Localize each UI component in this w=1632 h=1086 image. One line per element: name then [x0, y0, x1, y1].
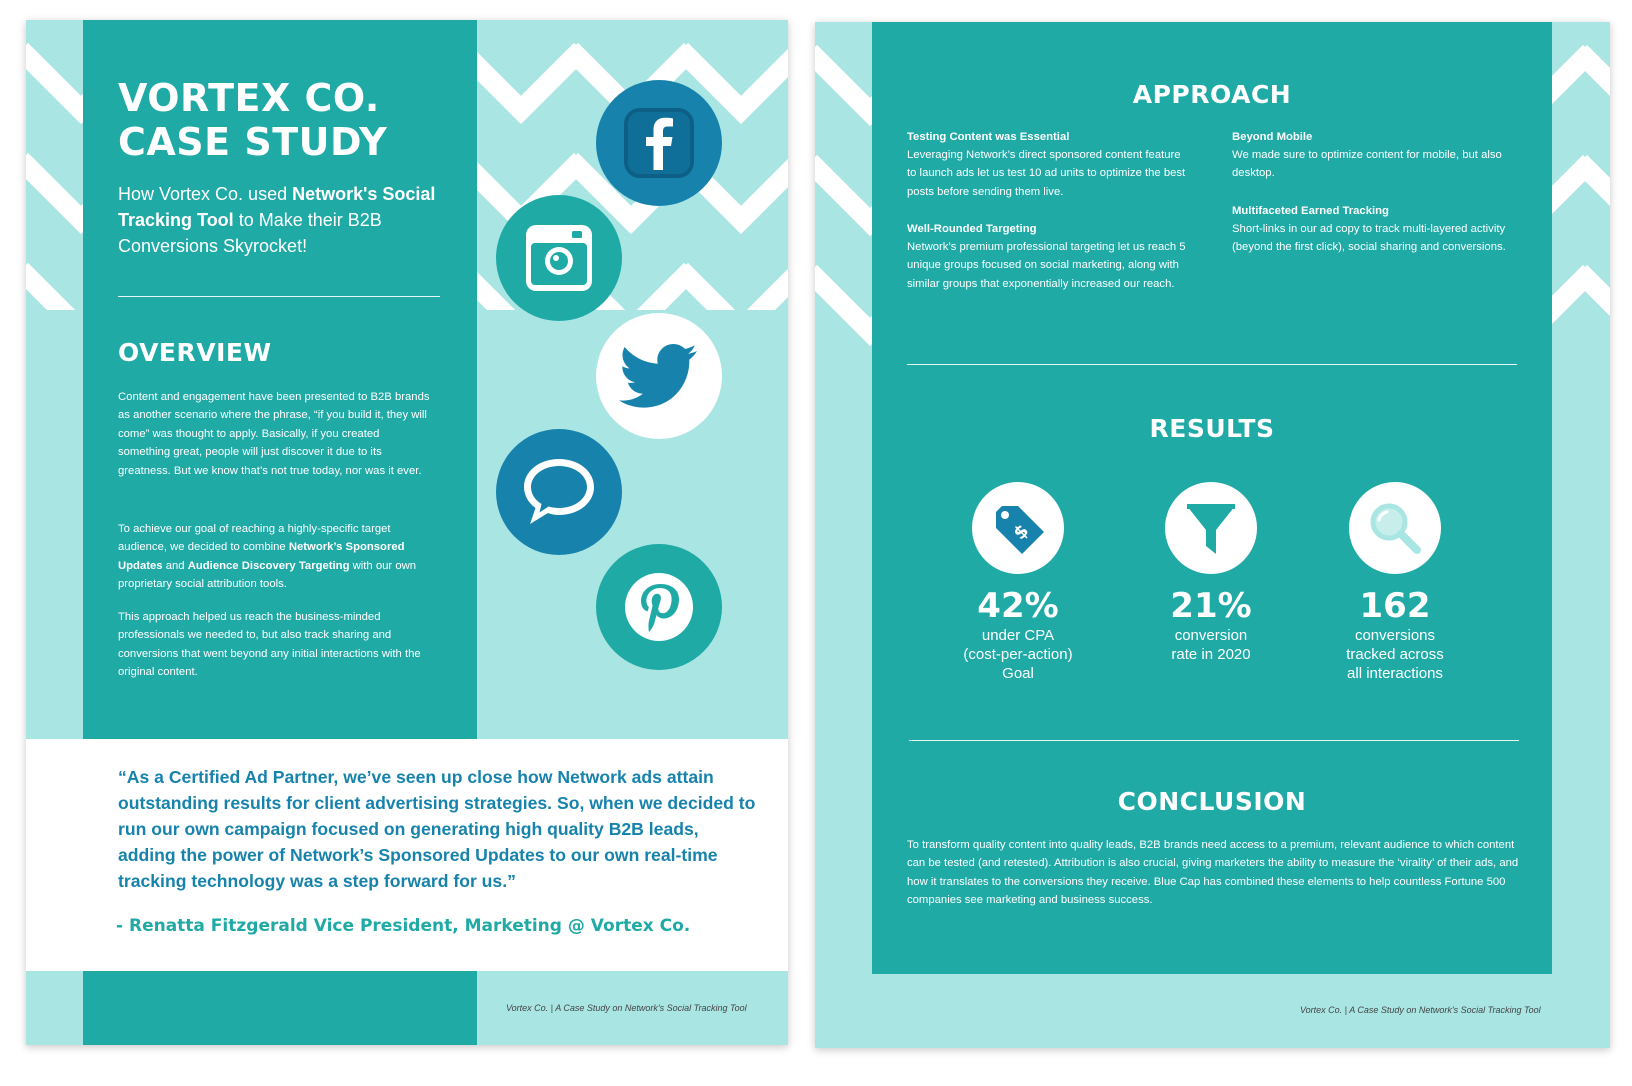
quote-author: - Renatta Fitzgerald Vice President, Marketing @ Vortex Co.: [116, 916, 691, 936]
instagram-icon: [496, 195, 622, 321]
pinterest-icon: [596, 544, 722, 670]
overview-paragraph-3: This approach helped us reach the business-minded professionals we needed to, but also track sharing and conversions that went beyond any initial interactions with the original content.: [118, 611, 421, 679]
stat-label-line-2: rate in 2020: [1171, 646, 1251, 663]
ov-p2-part2: and: [162, 559, 188, 572]
page-footer: Vortex Co. | A Case Study on Network's Social Tracking Tool: [506, 1003, 747, 1013]
price-tag-icon: [972, 482, 1064, 574]
approach-item-title: Well-Rounded Targeting: [907, 223, 1037, 235]
approach-item: [907, 128, 1187, 201]
stat-label-line-2: tracked across: [1346, 646, 1444, 663]
stat-label-line-1: conversions: [1354, 627, 1436, 644]
stat-label-line-1: conversion: [1174, 627, 1248, 644]
title-line-2: CASE STUDY: [118, 120, 388, 164]
funnel-icon: [1165, 482, 1257, 574]
stat-cpa: [928, 482, 1108, 683]
stat-value: 21%: [1170, 586, 1252, 626]
approach-item-desc: We made sure to optimize content for mobile, but also desktop.: [1232, 149, 1502, 180]
overview-heading: OVERVIEW: [118, 338, 272, 367]
conclusion-heading: CONCLUSION: [1117, 787, 1307, 816]
approach-heading: APPROACH: [1132, 80, 1292, 109]
subtitle-bold: Network's Social Tracking Tool: [118, 184, 436, 230]
overview-paragraph-2: [118, 520, 438, 594]
twitter-icon: [596, 313, 722, 439]
divider: [907, 364, 1517, 365]
stat-label-line-3: all interactions: [1347, 665, 1443, 682]
approach-item-title: Testing Content was Essential: [907, 131, 1070, 143]
ov-p2-bold1: Network’s Sponsored Updates: [118, 541, 405, 572]
approach-item-desc: Network’s premium professional targeting let us reach 5 unique groups focused on social marketing, along with similar groups that exponentially increased our reach.: [907, 241, 1186, 290]
results-heading: RESULTS: [1149, 414, 1275, 443]
footer-panel: [83, 971, 477, 1045]
stat-conversions-tracked: [1305, 482, 1485, 683]
subtitle-part1: How Vortex Co. used: [118, 184, 293, 204]
svg-text:$: $: [1009, 520, 1034, 545]
page-two: [815, 22, 1610, 1048]
approach-item-desc: Short-links in our ad copy to track multi-layered activity (beyond the first click), social sharing and conversions.: [1232, 223, 1506, 254]
stat-conversion-rate: [1121, 482, 1301, 664]
conclusion-text: To transform quality content into quality leads, B2B brands need access to a premium, relevant audience to which content can be tested (and retested). Attribution is also crucial, giving marketers the ability to measure the ‘virality’ of their ads, and how it translates to the conversions they receive. Blue Cap has combined these elements to help countless Fortune 500 companies see marketing and business success.: [907, 839, 1519, 907]
approach-item-title: Multifaceted Earned Tracking: [1232, 205, 1389, 217]
divider: [118, 296, 440, 297]
page-one: [26, 20, 788, 1045]
ov-p2-part3: with our own proprietary social attribution tools.: [118, 559, 417, 591]
chat-bubble-icon: [496, 429, 622, 555]
subtitle-part2: to Make their B2B Conversions Skyrocket!: [118, 210, 382, 256]
ov-p2-part1: To achieve our goal of reaching a highly-specific target audience, we decided to combine: [118, 523, 391, 554]
approach-item: [1232, 128, 1502, 183]
page-title: [118, 76, 458, 164]
stat-label-line-1: under CPA: [981, 627, 1055, 644]
stat-label-line-3: Goal: [1002, 665, 1034, 682]
approach-item: [1232, 202, 1507, 257]
facebook-icon: [596, 80, 722, 206]
subtitle: [118, 181, 438, 259]
magnifier-icon: [1349, 482, 1441, 574]
ov-p2-bold2: Audience Discovery Targeting: [187, 559, 350, 572]
approach-item-desc: Leveraging Network’s direct sponsored content feature to launch ads let us test 10 ad units to optimize the best posts before sending them live.: [907, 149, 1186, 198]
stat-value: 162: [1359, 586, 1431, 626]
overview-paragraph-1: Content and engagement have been presented to B2B brands as another scenario where the phrase, “if you build it, they will come” was thought to apply. Basically, if you created something great, people will just discover it due to its greatness. But we know that’s not true today, nor was it ever.: [118, 391, 430, 477]
approach-item-title: Beyond Mobile: [1232, 131, 1313, 143]
divider: [909, 740, 1519, 741]
stat-value: 42%: [977, 586, 1059, 626]
page-footer: Vortex Co. | A Case Study on Network's Social Tracking Tool: [1300, 1005, 1541, 1015]
title-line-1: VORTEX CO.: [118, 76, 380, 120]
stat-label-line-2: (cost-per-action): [963, 646, 1073, 663]
approach-item: [907, 220, 1192, 293]
testimonial-quote: “As a Certified Ad Partner, we’ve seen up close how Network ads attain outstanding results for client advertising strategies. So, when we decided to run our own campaign focused on generating high quality B2B leads, adding the power of Network’s Sponsored Updates to our own real-time tracking technology was a step forward for us.”: [118, 767, 756, 891]
